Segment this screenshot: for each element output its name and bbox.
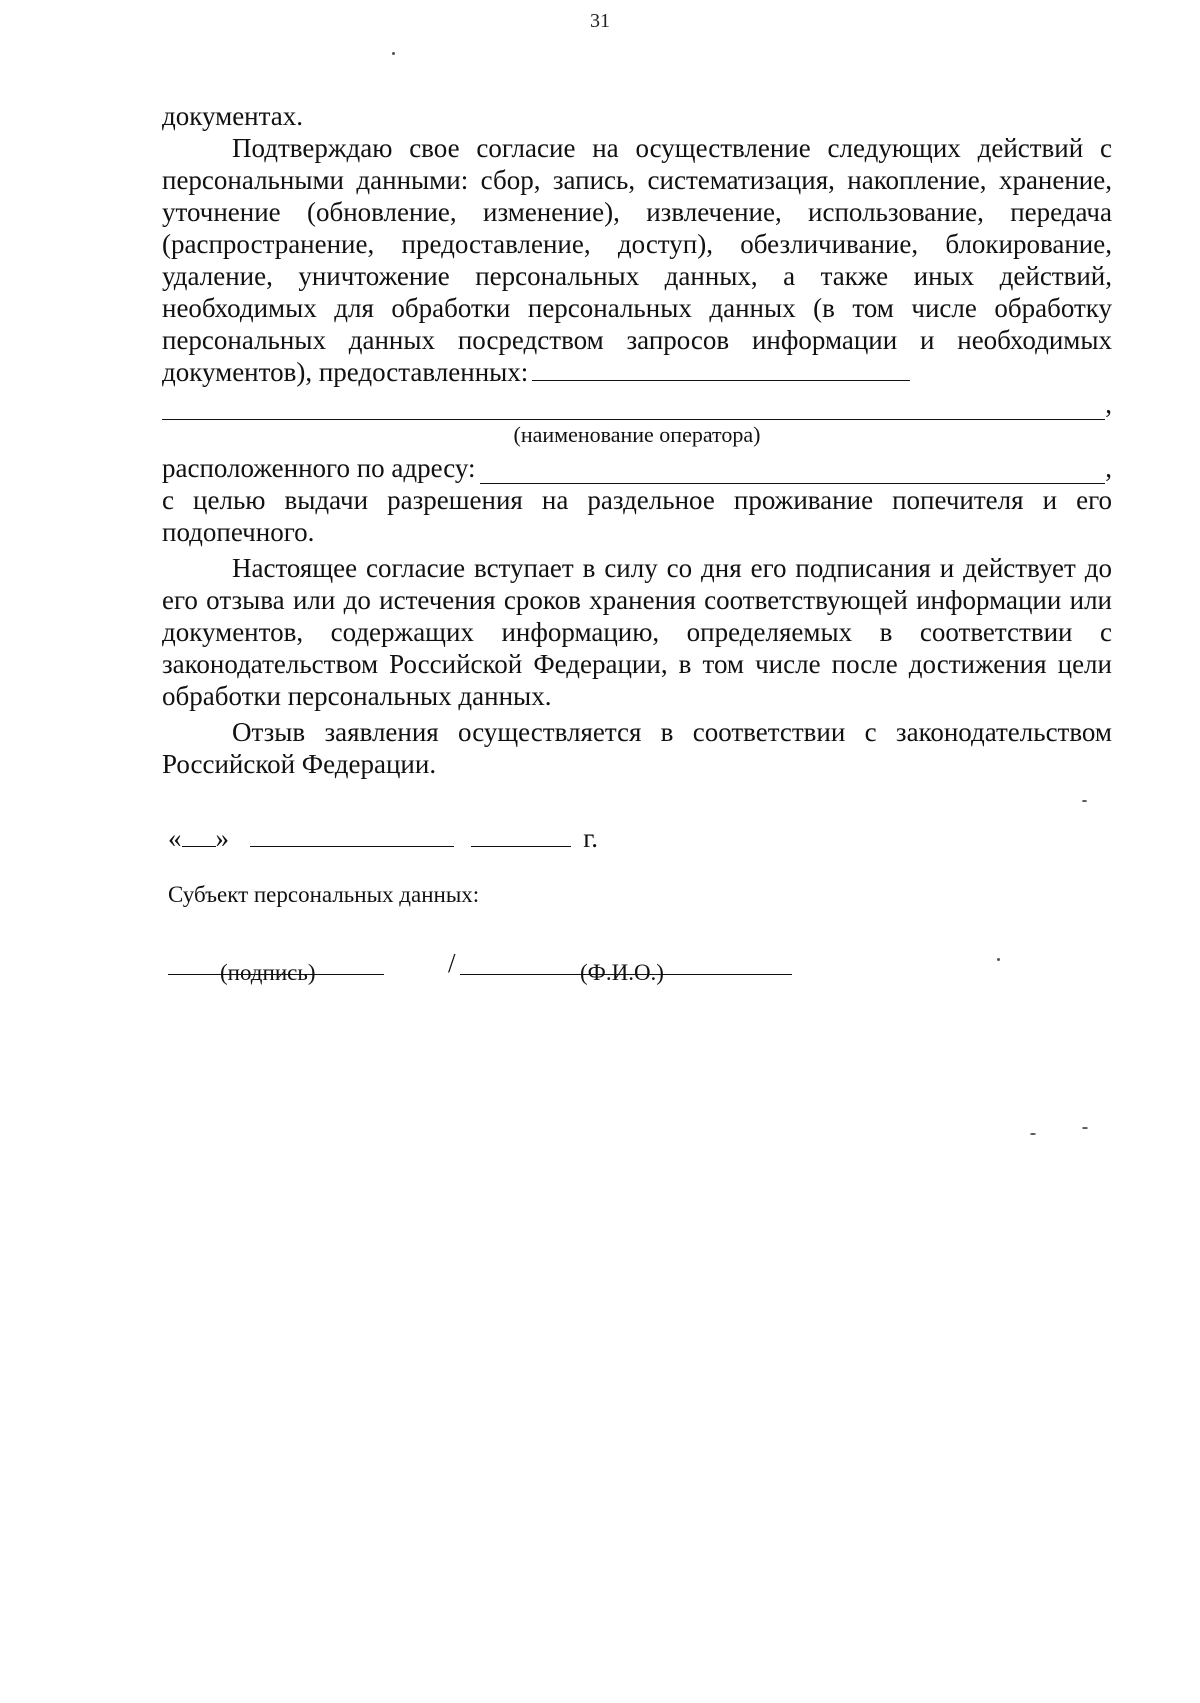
scan-speck bbox=[392, 52, 395, 55]
scan-speck bbox=[997, 958, 1000, 961]
year-line[interactable] bbox=[471, 824, 571, 847]
page-number: 31 bbox=[590, 10, 610, 32]
address-row bbox=[162, 450, 1112, 484]
subject-label: Субъект персональных данных: bbox=[168, 882, 480, 907]
year-suffix: г. bbox=[583, 823, 599, 853]
paragraph-actions-text: Подтверждаю свое согласие на осуществление следующих действий с персональными данными: сбор, запись, систематизация, накопление, хранение, уточнение (обновление, изменение), извлечение, использование, передача (распространение, предоставление, доступ), обезличивание, блокирование, удаление, уничтожение персональных данных, а также иных действий, необходимых для обработки персональных данных (в том числе обработку персональных данных посредством запросов информации и необходимых документов), предоставленных: bbox=[162, 133, 1112, 387]
comma: , bbox=[1105, 453, 1112, 483]
full-name-caption: (Ф.И.О.) bbox=[580, 960, 664, 985]
open-quote: « bbox=[168, 823, 182, 853]
close-quote: » bbox=[215, 823, 229, 853]
scan-speck bbox=[1082, 800, 1087, 802]
signature-slash: / bbox=[448, 948, 456, 978]
scan-speck bbox=[1030, 1133, 1036, 1135]
paragraph-validity: Настоящее согласие вступает в силу со дня его подписания и действует до его отзыва или до истечения сроков хранения соответствующей информации или документов, содержащих информацию, определяемых в соответствии с законодательством Российской Федерации, в том числе после достижения цели обработки персональных данных. bbox=[162, 553, 1112, 711]
month-line[interactable] bbox=[250, 824, 454, 847]
operator-name-row bbox=[162, 388, 1112, 420]
consent-body bbox=[162, 100, 1112, 780]
address-line[interactable] bbox=[480, 461, 1106, 484]
date-row bbox=[168, 822, 598, 854]
address-label: расположенного по адресу: bbox=[162, 453, 476, 483]
paragraph-revocation: Отзыв заявления осуществляется в соответствии с законодательством Российской Федерации. bbox=[162, 717, 1112, 779]
scan-speck bbox=[1082, 1127, 1088, 1129]
paragraph-purpose: с целью выдачи разрешения на раздельное проживание попечителя и его подопечного. bbox=[162, 485, 1112, 547]
signature-caption: (подпись) bbox=[220, 960, 316, 985]
comma: , bbox=[1105, 389, 1112, 419]
paragraph-continuation: документах. bbox=[162, 101, 303, 131]
operator-name-line-1[interactable] bbox=[532, 358, 910, 381]
paragraph-actions bbox=[162, 132, 1112, 388]
operator-caption: (наименование оператора) bbox=[513, 422, 761, 447]
day-line[interactable] bbox=[182, 824, 216, 847]
operator-name-line-2[interactable] bbox=[162, 397, 1105, 420]
